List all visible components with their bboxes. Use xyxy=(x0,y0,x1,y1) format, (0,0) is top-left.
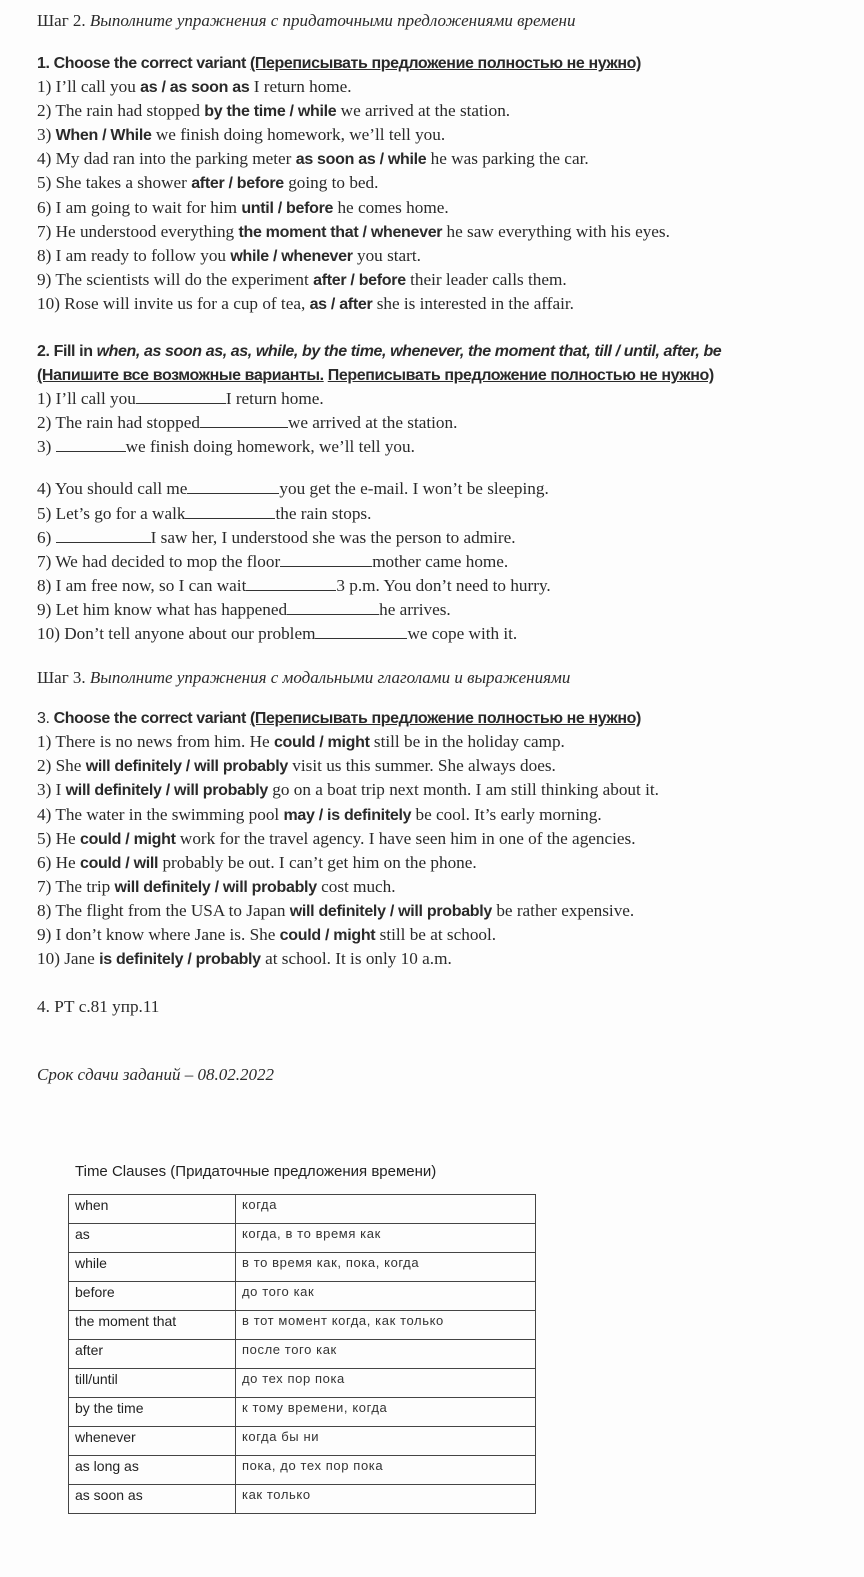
item-text-after: you start. xyxy=(356,246,421,265)
item-text-before: Let’s go for a walk xyxy=(55,504,186,523)
item-text-before: I am free now, so I can wait xyxy=(55,576,247,595)
list-item xyxy=(37,412,457,434)
item-text-after: we finish doing homework, we’ll tell you. xyxy=(155,125,446,144)
step3-title: Выполните упражнения с модальными глаголами и выражениями xyxy=(89,668,571,687)
table-row xyxy=(69,1485,536,1514)
table-row xyxy=(69,1427,536,1456)
ex2-title: Fill in xyxy=(53,343,93,360)
item-text-before: We had decided to mop the floor xyxy=(55,552,281,571)
translation-cell: в тот момент когда, как только xyxy=(236,1311,536,1340)
table-row xyxy=(69,1253,536,1282)
item-text-after: I saw her, I understood she was the person to admire. xyxy=(150,528,516,547)
step2-title: Выполните упражнения с придаточными предложениями времени xyxy=(89,11,576,30)
task4: 4. РТ с.81 упр.11 xyxy=(37,997,160,1016)
answer-blank[interactable] xyxy=(185,504,275,519)
item-text-after: still be in the holiday camp. xyxy=(373,732,565,751)
answer-blank[interactable] xyxy=(56,437,126,452)
ex3-title: Choose the correct variant xyxy=(53,710,246,727)
item-text-after: going to bed. xyxy=(288,173,379,192)
translation-cell: в то время как, пока, когда xyxy=(236,1253,536,1282)
item-number: 4) xyxy=(37,479,52,498)
item-text-before: My dad ran into the parking meter xyxy=(55,149,292,168)
item-number: 5) xyxy=(37,829,52,848)
item-number: 2) xyxy=(37,101,52,120)
translation-cell: когда бы ни xyxy=(236,1427,536,1456)
item-number: 2) xyxy=(37,413,52,432)
item-text-before: I’ll call you xyxy=(55,389,136,408)
list-item xyxy=(37,172,378,195)
item-text-after: we finish doing homework, we’ll tell you. xyxy=(125,437,415,456)
ex2-heading xyxy=(37,341,721,363)
item-text-after: still be at school. xyxy=(379,925,497,944)
item-text-before: There is no news from him. He xyxy=(55,732,270,751)
item-options: the moment that / whenever xyxy=(238,224,443,241)
item-text-after: he comes home. xyxy=(337,198,449,217)
item-text-after: you get the e-mail. I won’t be sleeping. xyxy=(279,479,549,498)
conjunction-cell: after xyxy=(69,1340,236,1369)
item-text-before: She takes a shower xyxy=(55,173,187,192)
ex2-note xyxy=(37,365,714,387)
conjunction-cell: whenever xyxy=(69,1427,236,1456)
item-options: will definitely / will probably xyxy=(114,879,317,896)
time-clauses-table xyxy=(68,1194,536,1514)
item-text-after: 3 p.m. You don’t need to hurry. xyxy=(336,576,551,595)
list-item xyxy=(37,731,565,754)
ex1-heading xyxy=(37,53,641,75)
item-number: 1) xyxy=(37,77,52,96)
item-text-before: The scientists will do the experiment xyxy=(55,270,309,289)
item-number: 7) xyxy=(37,222,52,241)
item-options: while / whenever xyxy=(230,248,353,265)
list-item xyxy=(37,755,556,778)
step2-prefix: Шаг 2. xyxy=(37,11,86,30)
item-number: 5) xyxy=(37,173,52,192)
item-options: could / might xyxy=(79,831,176,848)
list-item xyxy=(37,245,421,268)
answer-blank[interactable] xyxy=(280,552,372,567)
item-number: 4) xyxy=(37,149,52,168)
conjunction-cell: the moment that xyxy=(69,1311,236,1340)
item-options: as / as soon as xyxy=(140,79,250,96)
list-item xyxy=(37,900,634,923)
item-text-after: be cool. It’s early morning. xyxy=(415,805,602,824)
item-options: could / might xyxy=(279,927,376,944)
step3-prefix: Шаг 3. xyxy=(37,668,86,687)
list-item xyxy=(37,828,636,851)
ex1-note: (Переписывать предложение полностью не нужно) xyxy=(249,55,641,72)
item-options: will definitely / will probably xyxy=(85,758,288,775)
ex2-note-b: Переписывать предложение полностью не нужно) xyxy=(327,367,714,384)
item-number: 10) xyxy=(37,294,60,313)
item-text-before: He xyxy=(55,829,76,848)
ex3-note: (Переписывать предложение полностью не нужно) xyxy=(249,710,641,727)
item-options: until / before xyxy=(241,200,334,217)
item-number: 3) xyxy=(37,780,52,799)
item-number: 8) xyxy=(37,901,52,920)
conjunction-cell: by the time xyxy=(69,1398,236,1427)
item-text-before: Jane xyxy=(64,949,95,968)
conjunction-cell: till/until xyxy=(69,1369,236,1398)
item-text-before: Let him know what has happened xyxy=(55,600,288,619)
conjunction-cell: as long as xyxy=(69,1456,236,1485)
list-item xyxy=(37,478,549,500)
item-number: 3) xyxy=(37,125,52,144)
item-text-before: I am ready to follow you xyxy=(55,246,227,265)
item-text-before: Don’t tell anyone about our problem xyxy=(64,624,316,643)
answer-blank[interactable] xyxy=(246,576,336,591)
item-number: 5) xyxy=(37,504,52,523)
item-text-after: I return home. xyxy=(253,77,352,96)
item-text-after: we arrived at the station. xyxy=(340,101,511,120)
list-item xyxy=(37,293,574,316)
list-item xyxy=(37,804,602,827)
ex3-heading xyxy=(37,708,641,730)
item-text-after: cost much. xyxy=(321,877,396,896)
item-options: When / While xyxy=(55,127,152,144)
item-number: 9) xyxy=(37,925,52,944)
item-number: 7) xyxy=(37,877,52,896)
item-text-after: she is interested in the affair. xyxy=(376,294,574,313)
item-text-after: the rain stops. xyxy=(275,504,372,523)
item-text-after: we arrived at the station. xyxy=(287,413,458,432)
answer-blank[interactable] xyxy=(136,389,226,404)
item-options: after / before xyxy=(191,175,284,192)
item-text-before: The water in the swimming pool xyxy=(55,805,280,824)
item-text-after: probably be out. I can’t get him on the phone. xyxy=(162,853,477,872)
list-item xyxy=(37,876,396,899)
item-number: 10) xyxy=(37,624,60,643)
list-item xyxy=(37,269,567,292)
item-text-after: their leader calls them. xyxy=(410,270,567,289)
step2-heading xyxy=(37,10,575,32)
item-text-before: I don’t know where Jane is. She xyxy=(55,925,276,944)
list-item xyxy=(37,527,516,549)
item-number: 4) xyxy=(37,805,52,824)
item-options: will definitely / will probably xyxy=(65,782,268,799)
item-text-after: he saw everything with his eyes. xyxy=(446,222,670,241)
list-item xyxy=(37,779,659,802)
item-text-after: work for the travel agency. I have seen him in one of the agencies. xyxy=(179,829,636,848)
item-number: 10) xyxy=(37,949,60,968)
item-number: 9) xyxy=(37,600,52,619)
list-item xyxy=(37,948,452,971)
item-text-before: The trip xyxy=(55,877,111,896)
item-number: 9) xyxy=(37,270,52,289)
item-text-before: I’ll call you xyxy=(55,77,136,96)
item-number: 1) xyxy=(37,732,52,751)
list-item xyxy=(37,148,589,171)
list-item xyxy=(37,100,510,123)
item-text-after: go on a boat trip next month. I am still thinking about it. xyxy=(272,780,659,799)
ex2-note-a: (Напишите все возможные варианты. xyxy=(37,367,324,384)
list-item xyxy=(37,221,670,244)
conjunction-cell: while xyxy=(69,1253,236,1282)
answer-blank[interactable] xyxy=(315,624,407,639)
table-row xyxy=(69,1456,536,1485)
translation-cell: до того как xyxy=(236,1282,536,1311)
item-text-before: Rose will invite us for a cup of tea, xyxy=(64,294,306,313)
list-item xyxy=(37,924,496,947)
item-number: 6) xyxy=(37,853,52,872)
item-text-after: mother came home. xyxy=(372,552,509,571)
list-item xyxy=(37,76,352,99)
item-options: will definitely / will probably xyxy=(289,903,493,920)
item-text-before: The rain had stopped xyxy=(55,101,200,120)
translation-cell: к тому времени, когда xyxy=(236,1398,536,1427)
list-item xyxy=(37,599,451,621)
item-number: 6) xyxy=(37,198,52,217)
item-number: 7) xyxy=(37,552,52,571)
table-row xyxy=(69,1224,536,1253)
list-item xyxy=(37,503,371,525)
item-options: may / is definitely xyxy=(283,807,412,824)
ex2-number: 2. xyxy=(37,343,50,360)
step3-heading xyxy=(37,667,570,689)
list-item xyxy=(37,197,449,220)
item-options: could / will xyxy=(79,855,159,872)
item-text-before: He xyxy=(55,853,76,872)
item-number: 6) xyxy=(37,528,52,547)
answer-blank[interactable] xyxy=(287,600,379,615)
ex2-word-list: when, as soon as, as, while, by the time, whenever, the moment that, till / until, after, be xyxy=(96,343,722,360)
translation-cell: после того как xyxy=(236,1340,536,1369)
item-number: 8) xyxy=(37,576,52,595)
table-row xyxy=(69,1195,536,1224)
item-options: as soon as / while xyxy=(295,151,427,168)
item-text-before: You should call me xyxy=(55,479,188,498)
item-options: after / before xyxy=(313,272,406,289)
list-item xyxy=(37,124,445,147)
item-text-after: he arrives. xyxy=(379,600,451,619)
item-number: 3) xyxy=(37,437,52,456)
item-options: could / might xyxy=(273,734,370,751)
item-text-after: at school. It is only 10 a.m. xyxy=(265,949,452,968)
item-number: 8) xyxy=(37,246,52,265)
table-row xyxy=(69,1398,536,1427)
item-text-before: He understood everything xyxy=(55,222,235,241)
table-row xyxy=(69,1282,536,1311)
ex1-title: Choose the correct variant xyxy=(53,55,246,72)
table-row xyxy=(69,1340,536,1369)
item-text-after: I return home. xyxy=(225,389,324,408)
ex1-number: 1. xyxy=(37,55,50,72)
conjunction-cell: as xyxy=(69,1224,236,1253)
item-text-before: I xyxy=(55,780,62,799)
list-item xyxy=(37,623,517,645)
list-item xyxy=(37,436,415,458)
ex3-number: 3. xyxy=(37,710,50,727)
translation-cell: пока, до тех пор пока xyxy=(236,1456,536,1485)
list-item xyxy=(37,388,324,410)
translation-cell: как только xyxy=(236,1485,536,1514)
translation-cell: до тех пор пока xyxy=(236,1369,536,1398)
conjunction-cell: as soon as xyxy=(69,1485,236,1514)
table-row xyxy=(69,1311,536,1340)
list-item xyxy=(37,852,477,875)
item-text-before: I am going to wait for him xyxy=(55,198,238,217)
item-options: as / after xyxy=(309,296,373,313)
item-text-before: The rain had stopped xyxy=(55,413,200,432)
item-text-after: we cope with it. xyxy=(407,624,518,643)
table-caption: Time Clauses (Придаточные предложения времени) xyxy=(75,1163,437,1180)
answer-blank[interactable] xyxy=(200,413,288,428)
item-text-after: be rather expensive. xyxy=(496,901,635,920)
list-item xyxy=(37,575,551,597)
item-text-before: She xyxy=(55,756,82,775)
translation-cell: когда, в то время как xyxy=(236,1224,536,1253)
deadline: Срок сдачи заданий – 08.02.2022 xyxy=(37,1065,274,1084)
translation-cell: когда xyxy=(236,1195,536,1224)
item-text-after: he was parking the car. xyxy=(430,149,589,168)
conjunction-cell: before xyxy=(69,1282,236,1311)
conjunction-cell: when xyxy=(69,1195,236,1224)
table-row xyxy=(69,1369,536,1398)
item-text-after: visit us this summer. She always does. xyxy=(292,756,556,775)
item-options: is definitely / probably xyxy=(99,951,261,968)
list-item xyxy=(37,551,508,573)
answer-blank[interactable] xyxy=(187,479,279,494)
item-options: by the time / while xyxy=(204,103,337,120)
item-number: 2) xyxy=(37,756,52,775)
answer-blank[interactable] xyxy=(56,528,151,543)
item-text-before: The flight from the USA to Japan xyxy=(55,901,286,920)
item-number: 1) xyxy=(37,389,52,408)
